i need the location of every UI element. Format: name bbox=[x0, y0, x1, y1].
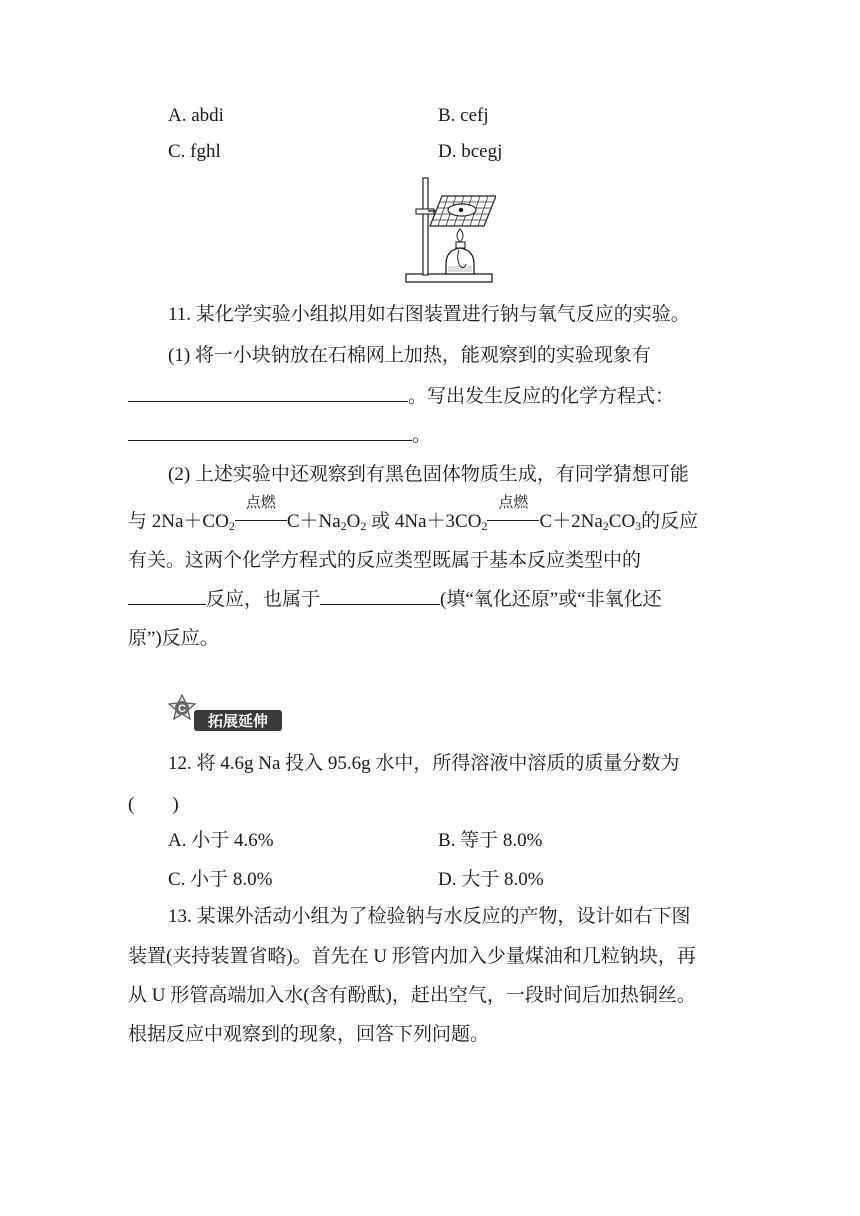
q12-option-b: B. 等于 8.0% bbox=[438, 830, 543, 851]
answer-blank-redox-type[interactable] bbox=[320, 586, 440, 605]
q10-option-b: B. cefj bbox=[438, 105, 489, 126]
q11-part1-line1: (1) 将一小块钠放在石棉网上加热，能观察到的实验现象有 bbox=[168, 345, 651, 366]
q10-option-a: A. abdi bbox=[168, 105, 224, 126]
q11-eq2-products: C＋2Na bbox=[539, 511, 603, 532]
subscript: 2 bbox=[360, 519, 367, 533]
q11-part2-line5: 原”)反应。 bbox=[128, 628, 219, 649]
q11-part1-line2 bbox=[128, 381, 674, 408]
q11-eq-tail: 的反应 bbox=[641, 511, 699, 532]
condition-ignite-1 bbox=[235, 495, 287, 533]
carbonate-symbol: CO bbox=[608, 511, 636, 532]
q11-part2-mid: 反应，也属于 bbox=[206, 589, 321, 610]
subscript: 2 bbox=[602, 519, 609, 533]
q11-part1-period: 。 bbox=[412, 425, 432, 446]
q12-option-d: D. 大于 8.0% bbox=[438, 869, 544, 890]
answer-blank-basic-type[interactable] bbox=[128, 586, 206, 605]
subscript: 2 bbox=[481, 519, 488, 533]
q12-option-c: C. 小于 8.0% bbox=[168, 869, 273, 890]
subscript: 2 bbox=[228, 519, 235, 533]
q11-eq1-products: C＋Na bbox=[286, 511, 341, 532]
q13-line1: 13. 某课外活动小组为了检验钠与水反应的产物，设计如右下图 bbox=[168, 906, 691, 927]
q13-line2: 装置(夹持装置省略)。首先在 U 形管内加入少量煤油和几粒钠块，再 bbox=[128, 946, 696, 967]
condition-label: 点燃 bbox=[498, 495, 529, 511]
q11-eq1-reactants: 与 2Na＋CO bbox=[128, 511, 229, 532]
q10-option-c: C. fghl bbox=[168, 141, 221, 162]
q10-option-d: D. bcegj bbox=[438, 141, 503, 162]
q11-eq2-reactants: 或 4Na＋3CO bbox=[371, 511, 482, 532]
q11-part1-line3 bbox=[128, 420, 431, 447]
q11-part2-hint: (填“氧化还原”或“非氧化还 bbox=[440, 589, 662, 610]
subscript: 2 bbox=[340, 519, 347, 533]
q11-part2-line1: (2) 上述实验中还观察到有黑色固体物质生成，有同学猜想可能 bbox=[168, 464, 689, 485]
q11-part2-line3: 有关。这两个化学方程式的反应类型既属于基本反应类型中的 bbox=[128, 550, 642, 571]
apparatus-figure bbox=[404, 174, 496, 284]
condition-ignite-2 bbox=[487, 495, 539, 533]
q11-part2-equations bbox=[128, 495, 699, 533]
q12-stem: 12. 将 4.6g Na 投入 95.6g 水中，所得溶液中溶质的质量分数为 bbox=[168, 753, 680, 774]
q13-line4: 根据反应中观察到的现象，回答下列问题。 bbox=[128, 1024, 490, 1045]
answer-blank-equation[interactable] bbox=[128, 422, 412, 441]
condition-label: 点燃 bbox=[245, 495, 276, 511]
answer-blank-phenomenon[interactable] bbox=[128, 383, 408, 402]
q12-answer-paren[interactable]: ( ) bbox=[128, 794, 179, 815]
q13-line3: 从 U 形管高端加入水(含有酚酞)，赶出空气，一段时间后加热铜丝。 bbox=[128, 985, 696, 1006]
badge-letter: C bbox=[178, 703, 186, 715]
q11-part1-equation-prompt: 。写出发生反应的化学方程式： bbox=[408, 386, 675, 407]
badge-label: 拓展延伸 bbox=[207, 712, 269, 730]
subscript: 3 bbox=[635, 519, 642, 533]
q11-part2-line4 bbox=[128, 584, 662, 611]
section-badge-extension bbox=[168, 693, 284, 733]
oxygen-symbol: O bbox=[346, 511, 361, 532]
q12-option-a: A. 小于 4.6% bbox=[168, 830, 274, 851]
q11-stem: 11. 某化学实验小组拟用如右图装置进行钠与氧气反应的实验。 bbox=[168, 304, 690, 325]
